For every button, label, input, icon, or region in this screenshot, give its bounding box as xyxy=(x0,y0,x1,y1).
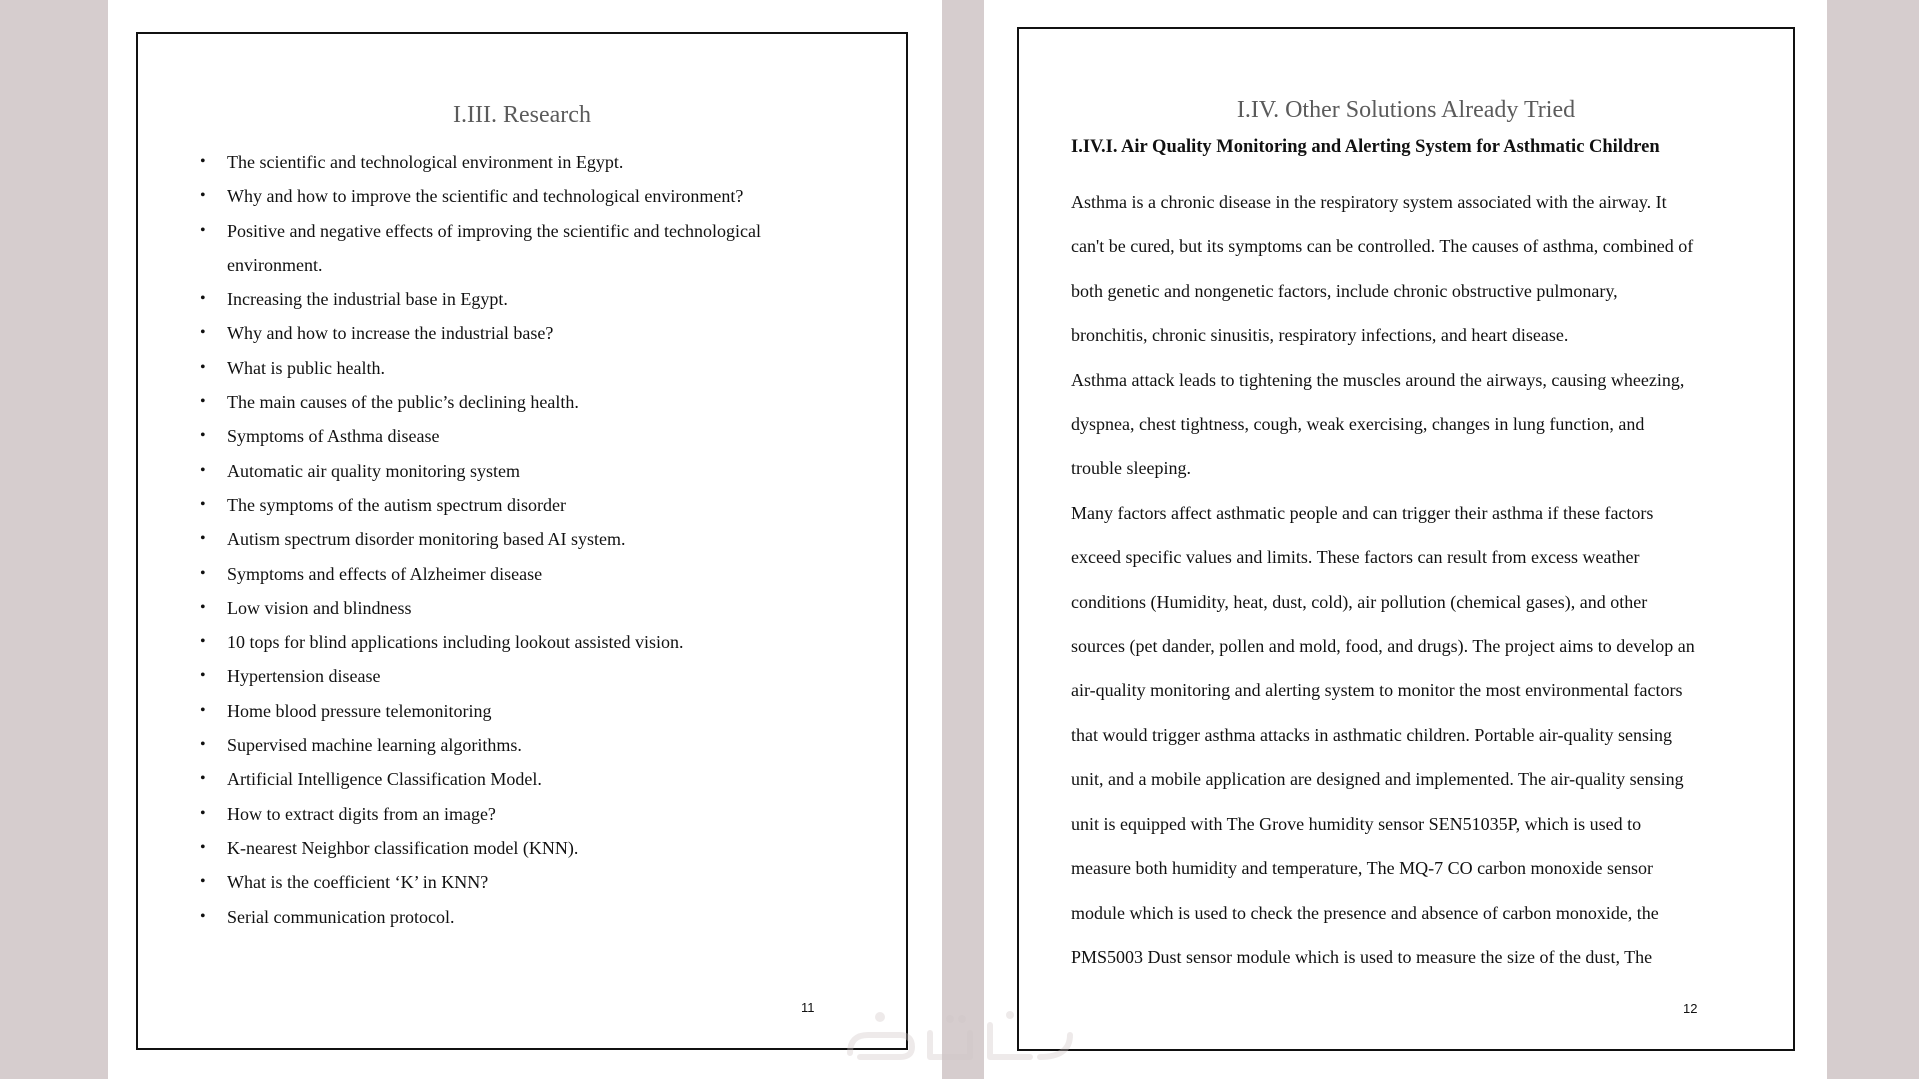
research-list-item xyxy=(200,591,840,625)
research-list-item xyxy=(200,179,840,213)
research-list-item-text: Artificial Intelligence Classification Model. xyxy=(227,769,542,790)
research-list-item xyxy=(200,694,840,728)
bullet-icon: • xyxy=(200,153,206,170)
body-text-line: exceed specific values and limits. These factors can result from excess weather xyxy=(1071,547,1640,568)
research-list-item xyxy=(200,316,840,350)
bullet-icon: • xyxy=(200,838,206,856)
research-list-item xyxy=(200,351,840,385)
document-page-right xyxy=(984,0,1827,1079)
research-list-item xyxy=(200,557,840,591)
page-border-right xyxy=(1017,27,1795,1051)
bullet-icon: • xyxy=(200,427,206,445)
body-text-line: air-quality monitoring and alerting system to monitor the most environmental factors xyxy=(1071,680,1683,701)
body-paragraph xyxy=(1071,491,1771,979)
research-list-item xyxy=(200,214,840,283)
body-text-line: Asthma is a chronic disease in the respiratory system associated with the airway. It xyxy=(1071,192,1667,212)
research-list-item-text: Serial communication protocol. xyxy=(227,906,455,927)
research-list-item xyxy=(200,145,840,179)
research-list-item-text: Increasing the industrial base in Egypt. xyxy=(227,289,508,310)
body-text-line: conditions (Humidity, heat, dust, cold), air pollution (chemical gases), and other xyxy=(1071,591,1648,612)
bullet-icon: • xyxy=(200,633,206,651)
subheading-air-quality-system: I.IV.I. Air Quality Monitoring and Alerting System for Asthmatic Children xyxy=(1071,137,1660,157)
bullet-icon: • xyxy=(200,393,206,411)
body-text xyxy=(1071,180,1771,979)
bullet-icon: • xyxy=(200,187,206,205)
research-list-item-text: 10 tops for blind applications including lookout assisted vision. xyxy=(227,632,684,653)
research-list-item-text: Home blood pressure telemonitoring xyxy=(227,700,492,721)
research-list-item-text: K-nearest Neighbor classification model (KNN). xyxy=(227,837,579,858)
research-list-item xyxy=(200,797,840,831)
bullet-icon: • xyxy=(200,701,206,719)
body-paragraph xyxy=(1071,358,1771,491)
body-text-line: that would trigger asthma attacks in asthmatic children. Portable air-quality sensing xyxy=(1071,724,1672,745)
bullet-icon: • xyxy=(200,221,206,239)
research-list-item xyxy=(200,488,840,522)
bullet-icon: • xyxy=(200,495,206,513)
body-text-line: sources (pet dander, pollen and mold, food, and drugs). The project aims to develop an xyxy=(1071,636,1695,657)
research-list-item xyxy=(200,865,840,899)
research-list-item-text: The scientific and technological environment in Egypt. xyxy=(227,152,624,172)
body-text-line: module which is used to check the presence and absence of carbon monoxide, the xyxy=(1071,902,1659,923)
research-list-item xyxy=(200,522,840,556)
research-list-item xyxy=(200,900,840,934)
bullet-icon: • xyxy=(200,736,206,754)
body-text-line: trouble sleeping. xyxy=(1071,458,1191,479)
body-text-line: dyspnea, chest tightness, cough, weak exercising, changes in lung function, and xyxy=(1071,414,1645,435)
research-list-item-text: Why and how to increase the industrial base? xyxy=(227,323,554,344)
section-title-other-solutions: I.IV. Other Solutions Already Tried xyxy=(1236,97,1576,123)
research-list-item-text: What is the coefficient ‘K’ in KNN? xyxy=(227,872,489,893)
bullet-icon: • xyxy=(200,564,206,582)
research-list-item xyxy=(200,728,840,762)
body-paragraph xyxy=(1071,180,1771,358)
research-list-item-text: Symptoms of Asthma disease xyxy=(227,426,440,447)
research-list-item xyxy=(200,625,840,659)
bullet-icon: • xyxy=(200,598,206,616)
research-list-item xyxy=(200,419,840,453)
research-list-item-text: Hypertension disease xyxy=(227,666,381,687)
research-list-item-text: Automatic air quality monitoring system xyxy=(227,460,520,481)
page-number-right: 12 xyxy=(1683,1001,1698,1016)
research-topics-list xyxy=(200,145,840,934)
research-list-item-text: The main causes of the public’s declining health. xyxy=(227,392,579,413)
body-text-line: bronchitis, chronic sinusitis, respiratory infections, and heart disease. xyxy=(1071,325,1569,346)
body-text-line: Asthma attack leads to tightening the muscles around the airways, causing wheezing, xyxy=(1071,369,1685,390)
bullet-icon: • xyxy=(200,873,206,891)
research-list-item xyxy=(200,762,840,796)
bullet-icon: • xyxy=(200,907,206,925)
bullet-icon: • xyxy=(200,530,206,548)
bullet-icon: • xyxy=(200,324,206,342)
body-text-line: unit is equipped with The Grove humidity sensor SEN51035P, which is used to xyxy=(1071,813,1642,834)
research-list-item-text: Supervised machine learning algorithms. xyxy=(227,735,522,756)
research-list-item-text: What is public health. xyxy=(227,357,385,378)
page-border-left xyxy=(136,32,908,1050)
research-list-item xyxy=(200,831,840,865)
body-text-line: both genetic and nongenetic factors, include chronic obstructive pulmonary, xyxy=(1071,280,1618,301)
section-title-research: I.III. Research xyxy=(453,102,591,128)
arabic-logo-watermark-icon xyxy=(840,1005,1080,1065)
body-text-line: Many factors affect asthmatic people and can trigger their asthma if these factors xyxy=(1071,502,1654,523)
document-page-left xyxy=(108,0,942,1079)
research-list-item-text: Low vision and blindness xyxy=(227,597,412,618)
research-list-item-text: Why and how to improve the scientific and technological environment? xyxy=(227,186,744,207)
page-number-left: 11 xyxy=(801,1000,815,1015)
research-list-item xyxy=(200,282,840,316)
research-list-item-text: How to extract digits from an image? xyxy=(227,803,496,824)
research-list-item-text: Positive and negative effects of improving the scientific and technological environment. xyxy=(227,220,762,275)
bullet-icon: • xyxy=(200,358,206,376)
bullet-icon: • xyxy=(200,770,206,788)
body-text-line: can't be cured, but its symptoms can be controlled. The causes of asthma, combined of xyxy=(1071,236,1694,257)
bullet-icon: • xyxy=(200,461,206,479)
body-text-line: unit, and a mobile application are designed and implemented. The air-quality sensing xyxy=(1071,769,1684,790)
research-list-item xyxy=(200,385,840,419)
body-text-line: PMS5003 Dust sensor module which is used to measure the size of the dust, The xyxy=(1071,946,1653,967)
bullet-icon: • xyxy=(200,667,206,685)
research-list-item xyxy=(200,659,840,693)
research-list-item-text: The symptoms of the autism spectrum disorder xyxy=(227,494,566,515)
body-text-line: measure both humidity and temperature, The MQ-7 CO carbon monoxide sensor xyxy=(1071,858,1654,879)
research-list-item-text: Symptoms and effects of Alzheimer disease xyxy=(227,563,543,584)
research-list-item xyxy=(200,454,840,488)
bullet-icon: • xyxy=(200,290,206,308)
bullet-icon: • xyxy=(200,804,206,822)
research-list-item-text: Autism spectrum disorder monitoring based AI system. xyxy=(227,529,626,550)
